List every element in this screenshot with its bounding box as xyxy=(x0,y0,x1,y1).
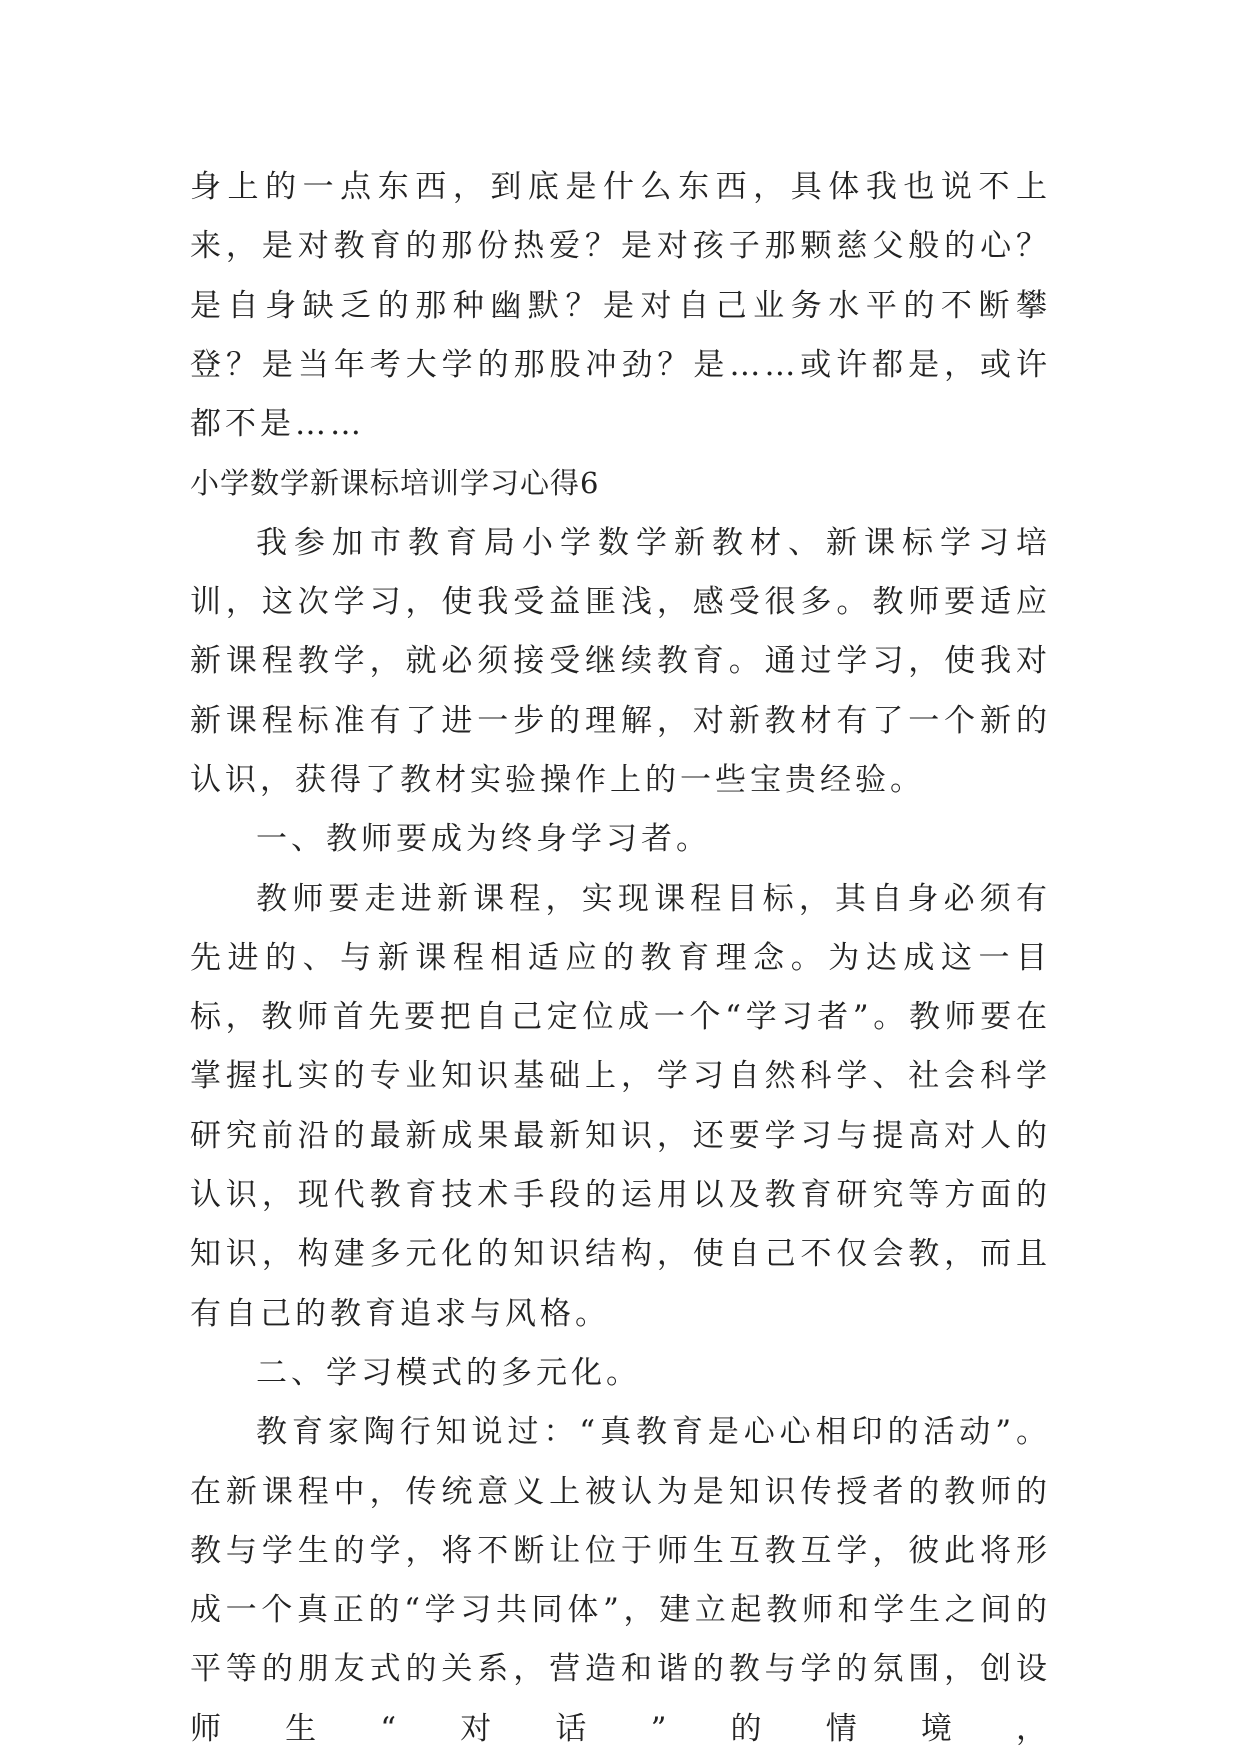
paragraph-lifelong-learner: 教师要走进新课程，实现课程目标，其自身必须有先进的、与新课程相适应的教育理念。为达成这一目标，教师首先要把自己定位成一个“学习者”。教师要在掌握扎实的专业知识基础上，学习自然科学、社会科学研究前沿的最新成果最新知识，还要学习与提高对人的认识，现代教育技术手段的运用以及教育研究等方面的知识，构建多元化的知识结构，使自己不仅会教，而且有自己的教育追求与风格。 xyxy=(190,880,1051,1332)
paragraph-intro: 我参加市教育局小学数学新教材、新课标学习培训，这次学习，使我受益匪浅，感受很多。教师要适应新课程教学，就必须接受继续教育。通过学习，使我对新课程标准有了进一步的理解，对新教材有了一个新的认识，获得了教材实验操作上的一些宝贵经验。 xyxy=(190,524,1051,798)
subheading-learning-modes: 二、学习模式的多元化。 xyxy=(256,1354,641,1391)
paragraph-continuation: 身上的一点东西，到底是什么东西，具体我也说不上来，是对教育的那份热爱？是对孩子那颗慈父般的心？是自身缺乏的那种幽默？是对自己业务水平的不断攀登？是当年考大学的那股冲劲？是……或许都是，或许都不是…… xyxy=(190,169,1051,443)
section-heading: 小学数学新课标培训学习心得6 xyxy=(190,466,600,501)
document-body xyxy=(190,158,1051,1759)
paragraph-learning-modes: 教育家陶行知说过：“真教育是心心相印的活动”。在新课程中，传统意义上被认为是知识传授者的教师的教与学生的学，将不断让位于师生互教互学，彼此将形成一个真正的“学习共同体”，建立起教师和学生之间的平等的朋友式的关系，营造和谐的教与学的氛围，创设师生“对话”的情境， xyxy=(190,1414,1051,1747)
subheading-lifelong-learner: 一、教师要成为终身学习者。 xyxy=(256,821,711,858)
